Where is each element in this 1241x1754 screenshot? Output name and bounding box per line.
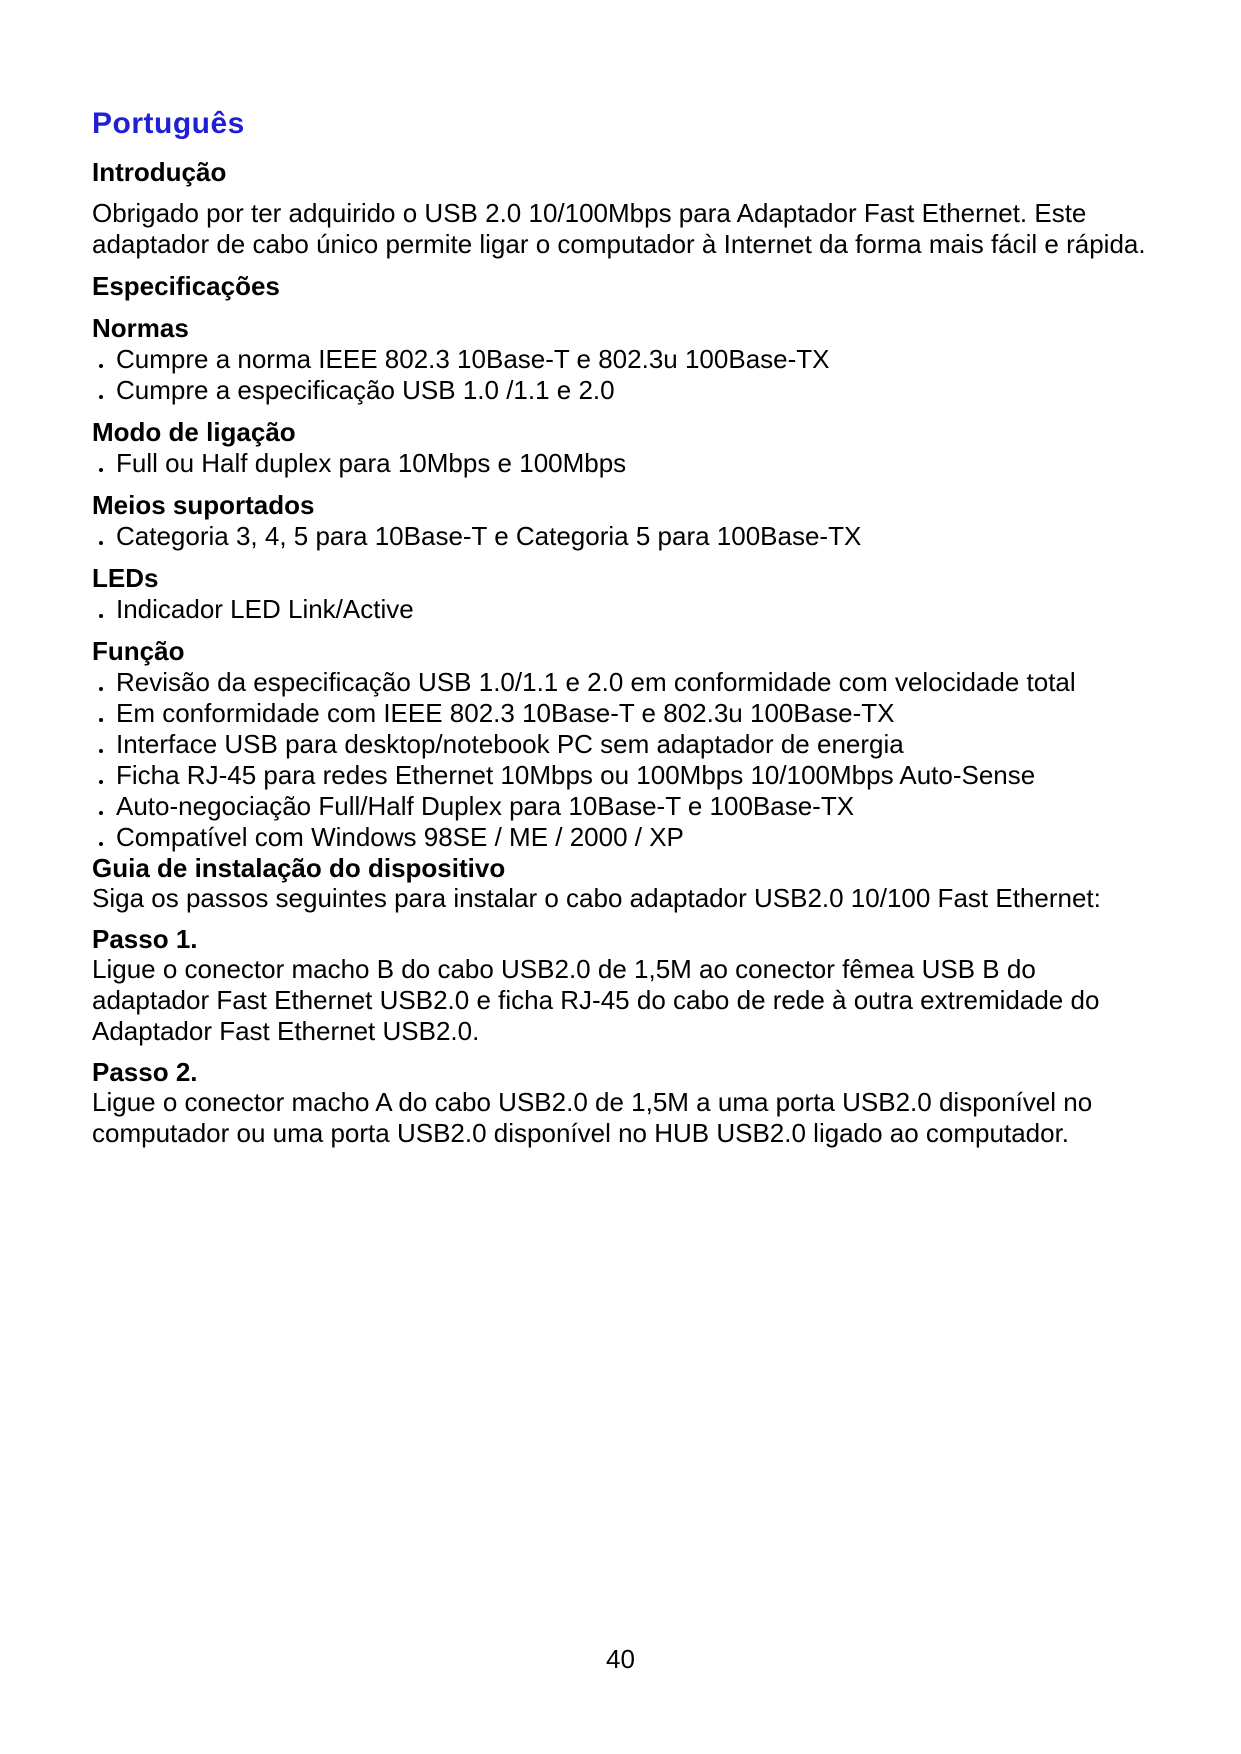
list-item: Indicador LED Link/Active bbox=[92, 594, 1152, 625]
specifications-heading: Especificações bbox=[92, 271, 280, 301]
list-item: Cumpre a especificação USB 1.0 /1.1 e 2.0 bbox=[92, 375, 1152, 406]
list-item: Ficha RJ-45 para redes Ethernet 10Mbps ou 100Mbps 10/100Mbps Auto-Sense bbox=[92, 760, 1152, 791]
leds-heading: LEDs bbox=[92, 563, 159, 593]
list-item: Full ou Half duplex para 10Mbps e 100Mbps bbox=[92, 448, 1152, 479]
connection-mode-list bbox=[92, 448, 1152, 479]
document-page bbox=[92, 106, 1152, 1159]
install-guide-heading: Guia de instalação do dispositivo bbox=[92, 853, 506, 883]
normas-heading: Normas bbox=[92, 313, 189, 343]
function-heading: Função bbox=[92, 636, 185, 666]
list-item: Auto-negociação Full/Half Duplex para 10Base-T e 100Base-TX bbox=[92, 791, 1152, 822]
intro-paragraph: Obrigado por ter adquirido o USB 2.0 10/100Mbps para Adaptador Fast Ethernet. Este adaptador de cabo único permite ligar o computador à Internet da forma mais fácil e rápida. bbox=[92, 198, 1146, 259]
list-item: Revisão da especificação USB 1.0/1.1 e 2.0 em conformidade com velocidade total bbox=[92, 667, 1152, 698]
normas-list bbox=[92, 344, 1152, 406]
step-1-heading: Passo 1. bbox=[92, 924, 198, 954]
connection-mode-heading: Modo de ligação bbox=[92, 417, 296, 447]
list-item: Interface USB para desktop/notebook PC sem adaptador de energia bbox=[92, 729, 1152, 760]
leds-list bbox=[92, 594, 1152, 625]
supported-media-heading: Meios suportados bbox=[92, 490, 315, 520]
page-number: 40 bbox=[606, 1644, 635, 1674]
install-guide-intro: Siga os passos seguintes para instalar o cabo adaptador USB2.0 10/100 Fast Ethernet: bbox=[92, 883, 1101, 913]
step-2-heading: Passo 2. bbox=[92, 1057, 198, 1087]
list-item: Compatível com Windows 98SE / ME / 2000 / XP bbox=[92, 822, 1152, 853]
function-list bbox=[92, 667, 1152, 853]
step-2-text: Ligue o conector macho A do cabo USB2.0 de 1,5M a uma porta USB2.0 disponível no computador ou uma porta USB2.0 disponível no HUB USB2.0 ligado ao computador. bbox=[92, 1087, 1093, 1148]
intro-heading: Introdução bbox=[92, 157, 227, 187]
list-item: Em conformidade com IEEE 802.3 10Base-T e 802.3u 100Base-TX bbox=[92, 698, 1152, 729]
supported-media-list bbox=[92, 521, 1152, 552]
step-1-text: Ligue o conector macho B do cabo USB2.0 de 1,5M ao conector fêmea USB B do adaptador Fast Ethernet USB2.0 e ficha RJ-45 do cabo de rede à outra extremidade do Adaptador Fast Ethernet USB2.0. bbox=[92, 954, 1100, 1046]
list-item: Categoria 3, 4, 5 para 10Base-T e Categoria 5 para 100Base-TX bbox=[92, 521, 1152, 552]
language-title: Português bbox=[92, 107, 245, 140]
list-item: Cumpre a norma IEEE 802.3 10Base-T e 802.3u 100Base-TX bbox=[92, 344, 1152, 375]
